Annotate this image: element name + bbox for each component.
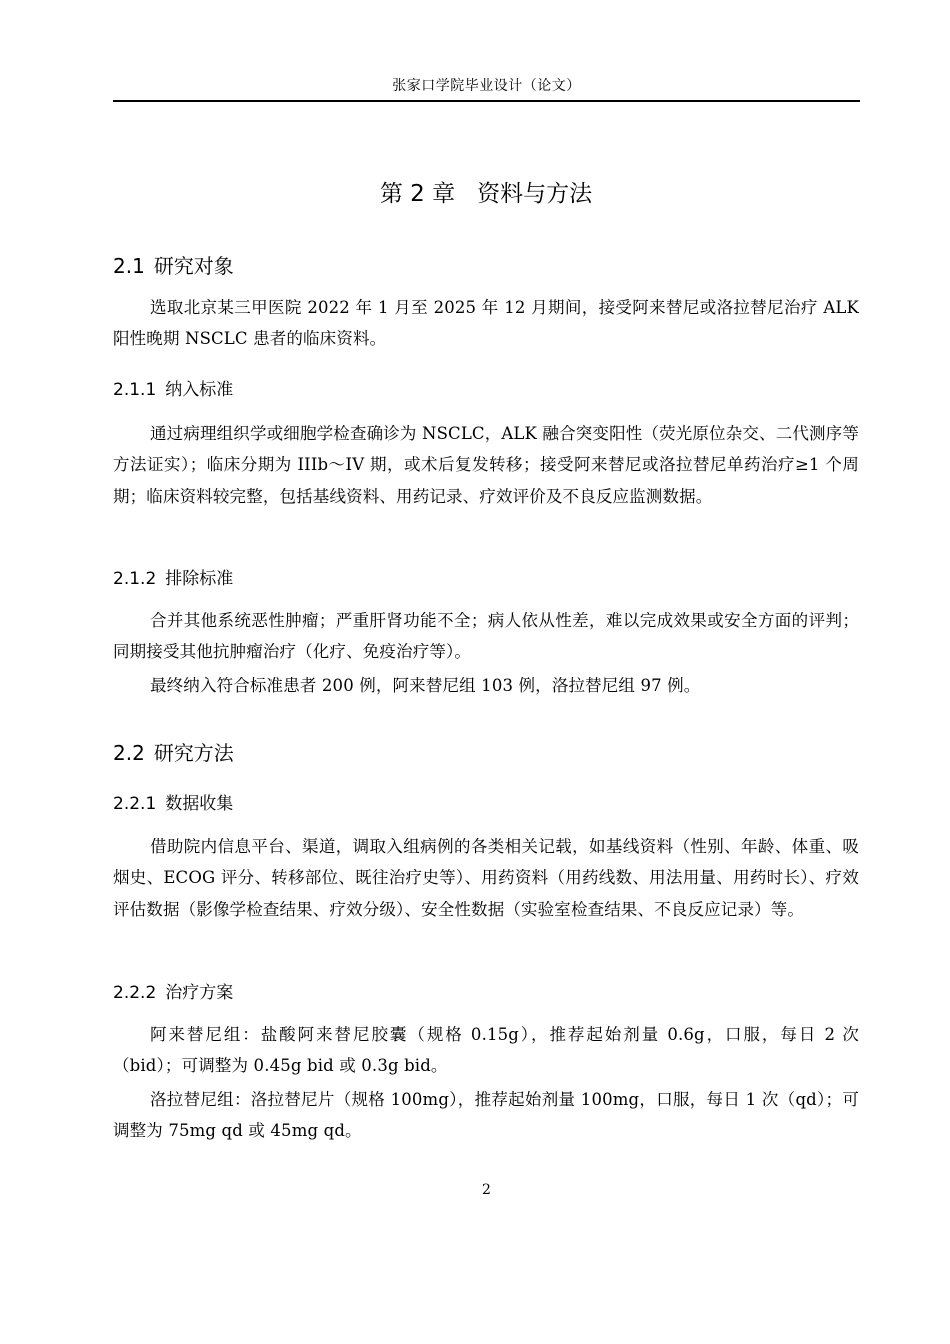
paragraph-2-2-2-a: 阿来替尼组：盐酸阿来替尼胶囊（规格 0.15g），推荐起始剂量 0.6g，口服，每日 2 次（bid）；可调整为 0.45g bid 或 0.3g bid。 — [113, 1025, 859, 1076]
section-heading-2-1 — [113, 251, 234, 281]
section-heading-2-1-1 — [113, 377, 233, 403]
paragraph-2-1-2-a: 合并其他系统恶性肿瘤；严重肝肾功能不全；病人依从性差，难以完成效果或安全方面的评判；同期接受其他抗肿瘤治疗（化疗、免疫治疗等）。 — [113, 611, 859, 662]
header-rule — [113, 100, 860, 102]
section-title: 排除标准 — [165, 569, 234, 589]
section-title: 研究对象 — [153, 254, 234, 278]
section-number: 2.2.2 — [113, 983, 157, 1003]
section-title: 治疗方案 — [165, 983, 234, 1003]
section-heading-2-2 — [113, 738, 234, 768]
section-heading-2-1-2 — [113, 566, 233, 592]
paragraph-2-1-2-b: 最终纳入符合标准患者 200 例，阿来替尼组 103 例，洛拉替尼组 97 例。 — [150, 676, 701, 695]
section-title: 数据收集 — [165, 794, 234, 814]
section-title: 研究方法 — [153, 741, 234, 765]
section-heading-2-2-1 — [113, 791, 233, 817]
section-number: 2.2 — [113, 741, 145, 765]
section-number: 2.2.1 — [113, 794, 157, 814]
chapter-name: 资料与方法 — [477, 181, 593, 207]
page-number: 2 — [482, 1182, 491, 1198]
paragraph-2-1-1: 通过病理组织学或细胞学检查确诊为 NSCLC，ALK 融合突变阳性（荧光原位杂交、二代测序等方法证实）；临床分期为 IIIb～IV 期，或术后复发转移；接受阿来替尼或洛拉替尼单药治疗≥1 个周期；临床资料较完整，包括基线资料、用药记录、疗效评价及不良反应监测数据。 — [113, 424, 859, 506]
section-number: 2.1.1 — [113, 380, 157, 400]
section-number: 2.1 — [113, 254, 145, 278]
paragraph-2-2-2-b: 洛拉替尼组：洛拉替尼片（规格 100mg），推荐起始剂量 100mg，口服，每日 1 次（qd）；可调整为 75mg qd 或 45mg qd。 — [113, 1090, 859, 1141]
chapter-number: 第 2 章 — [379, 181, 456, 207]
chapter-title — [113, 176, 859, 212]
section-title: 纳入标准 — [165, 380, 234, 400]
paragraph-2-2-1: 借助院内信息平台、渠道，调取入组病例的各类相关记载，如基线资料（性别、年龄、体重、吸烟史、ECOG 评分、转移部位、既往治疗史等）、用药资料（用药线数、用法用量、用药时长）、疗效评估数据（影像学检查结果、疗效分级）、安全性数据（实验室检查结果、不良反应记录）等。 — [113, 837, 859, 919]
running-header: 张家口学院毕业设计（论文） — [392, 78, 581, 94]
section-heading-2-2-2 — [113, 980, 233, 1006]
paragraph-2-1: 选取北京某三甲医院 2022 年 1 月至 2025 年 12 月期间，接受阿来替尼或洛拉替尼治疗 ALK 阳性晚期 NSCLC 患者的临床资料。 — [113, 298, 859, 349]
section-number: 2.1.2 — [113, 569, 157, 589]
